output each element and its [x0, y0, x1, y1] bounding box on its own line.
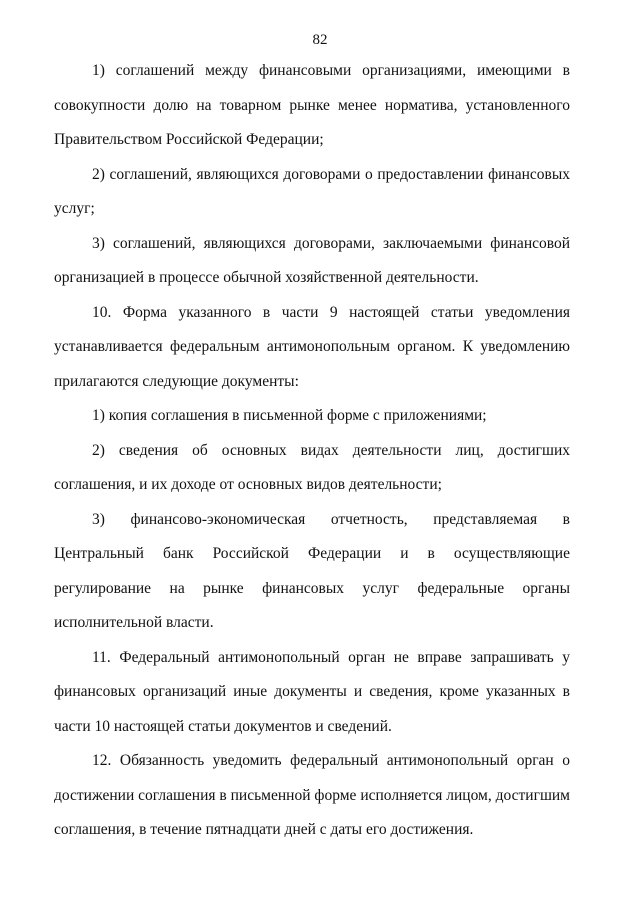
document-body	[54, 54, 570, 848]
paragraph-section-11: 11. Федеральный антимонопольный орган не вправе запрашивать у финансовых организаций иные документы и сведения, кроме указанных в части 10 настоящей статьи документов и сведений.	[54, 648, 570, 735]
paragraph-list-item-1: 1) копия соглашения в письменной форме с приложениями;	[92, 407, 487, 424]
paragraph-item-3: 3) соглашений, являющихся договорами, заключаемыми финансовой организацией в процессе обычной хозяйственной деятельности.	[54, 234, 570, 286]
paragraph-item-2: 2) соглашений, являющихся договорами о предоставлении финансовых услуг;	[54, 165, 570, 217]
paragraph-section-12: 12. Обязанность уведомить федеральный антимонопольный орган о достижении соглашения в письменной форме исполняется лицом, достигшим соглашения, в течение пятнадцати дней с даты его достижения.	[54, 752, 570, 838]
paragraph-list-item-3: 3) финансово-экономическая отчетность, представляемая в Центральный банк Российской Федерации и в осуществляющие регулирование на рынке финансовых услуг федеральные органы исполнительной власти.	[54, 510, 570, 631]
paragraph-list-item-2: 2) сведения об основных видах деятельности лиц, достигших соглашения, и их доходе от основных видов деятельности;	[54, 441, 570, 493]
page-number: 82	[312, 32, 328, 48]
paragraph-item-1: 1) соглашений между финансовыми организациями, имеющими в совокупности долю на товарном рынке менее норматива, установленного Правительством Российской Федерации;	[54, 62, 570, 148]
paragraph-section-10: 10. Форма указанного в части 9 настоящей статьи уведомления устанавливается федеральным антимонопольным органом. К уведомлению прилагаются следующие документы:	[54, 303, 570, 390]
